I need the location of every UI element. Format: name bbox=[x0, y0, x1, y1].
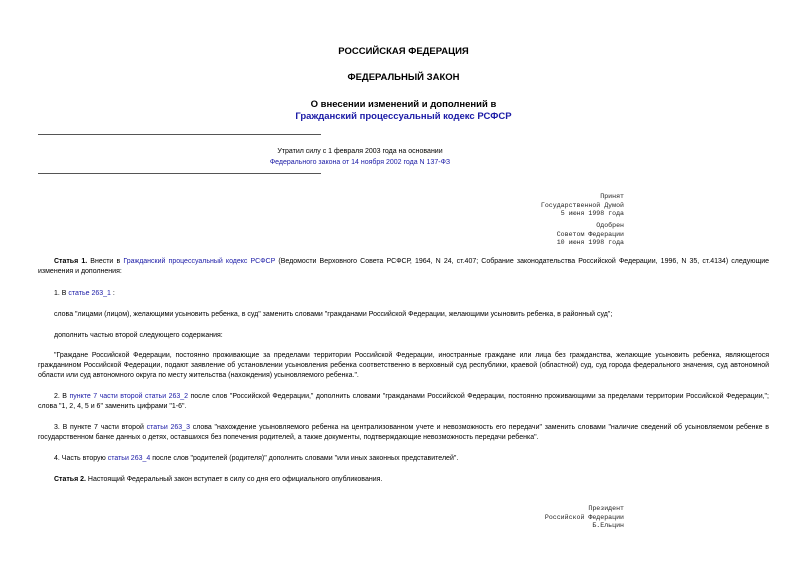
approved-label: Одобрен bbox=[596, 222, 624, 229]
signature-title: Президент bbox=[588, 505, 624, 512]
status-line-1: Утратил силу с 1 февраля 2003 года на основании bbox=[277, 148, 443, 155]
doc-type-heading: ФЕДЕРАЛЬНЫЙ ЗАКОН bbox=[347, 72, 460, 83]
item-4: 4. Часть вторую статьи 263_4 после слов "родителей (родителя)" дополнить словами "или иных законных представителей". bbox=[54, 455, 459, 462]
article-1-label: Статья 1. bbox=[54, 258, 88, 265]
adopted-date: 5 июня 1998 года bbox=[560, 210, 624, 218]
item-1-quote: "Граждане Российской Федерации, постоянно проживающие за пределами территории Российской Федерации, иностранные граждане или лица без гражданства, желающие усыновить ребенка, являющегося гражданином Российской Федерации, подают заявление об установлении усыновления ребенка соответственно в верховный суд республики, краевой (областной) суд, суд города федерального значения, суд автономной области или суд автономного округа по месту жительства (нахождения) усыновляемого ребенка.". bbox=[38, 352, 769, 380]
approved-date: 10 июня 1998 года bbox=[556, 239, 624, 247]
adopted-body: Государственной Думой bbox=[540, 201, 624, 209]
article-2-label: Статья 2. bbox=[54, 476, 86, 483]
article-263-1-link[interactable]: статье 263_1 bbox=[68, 290, 111, 297]
approved-body: Советом Федерации bbox=[556, 230, 624, 238]
article-2-paragraph: Статья 2. Настоящий Федеральный закон вступает в силу со дня его официального опубликования. bbox=[54, 476, 383, 483]
approved-block bbox=[557, 222, 624, 248]
title-line-1: О внесении изменений и дополнений в bbox=[310, 99, 497, 110]
signature-block bbox=[545, 505, 624, 531]
item-3: 3. В пункте 7 части второй статьи 263_3 слова "нахождение усыновляемого ребенка на централизованном учете и невозможность его передачи" заменить словами "наличие сведений об усыновляемом ребенке в государственном банке данных о детях, оставшихся без попечения родителей, а также документы, подтверждающие невозможность передачи ребенка". bbox=[38, 424, 770, 442]
top-rule bbox=[38, 134, 321, 135]
code-link[interactable]: Гражданский процессуальный кодекс РСФСР bbox=[123, 258, 276, 265]
signature-country: Российской Федерации bbox=[544, 513, 624, 521]
country-heading: РОССИЙСКАЯ ФЕДЕРАЦИЯ bbox=[338, 46, 469, 57]
adopted-block bbox=[541, 193, 624, 219]
item-2: 2. В пункте 7 части второй статьи 263_2 после слов "Российской Федерации," дополнить словами "гражданами Российской Федерации, постоянно проживающими за пределами территории Российской Федерации,"; слова "1, 2, 4, 5 и 6" заменить цифрами "1-6". bbox=[38, 393, 769, 411]
article-1-paragraph: Статья 1. Внести в Гражданский процессуальный кодекс РСФСР (Ведомости Верховного Совета РСФСР, 1964, N 24, ст.407; Собрание законодательства Российской Федерации, 1996, N 35, ст.4134) следующие изменения и дополнения: bbox=[38, 258, 770, 276]
title-code-link[interactable]: Гражданский процессуальный кодекс РСФСР bbox=[295, 111, 512, 122]
bottom-rule bbox=[38, 173, 321, 174]
article-263-4-link[interactable]: статьи 263_4 bbox=[107, 455, 151, 462]
adopted-label: Принят bbox=[600, 193, 624, 200]
article-263-3-link[interactable]: статьи 263_3 bbox=[146, 424, 190, 431]
signature-name: Б.Ельцин bbox=[592, 522, 624, 530]
item-1: 1. В статье 263_1 : bbox=[54, 290, 115, 297]
repeal-law-link[interactable]: Федерального закона от 14 ноября 2002 года N 137-ФЗ bbox=[269, 159, 451, 166]
item-1-add: дополнить частью второй следующего содержания: bbox=[54, 332, 223, 339]
article-263-2-link[interactable]: пункте 7 части второй статьи 263_2 bbox=[69, 393, 189, 400]
item-1-words: слова "лицами (лицом), желающими усыновить ребенка, в суд" заменить словами "гражданами Российской Федерации, желающими усыновить ребенка, в районный суд"; bbox=[54, 311, 613, 318]
